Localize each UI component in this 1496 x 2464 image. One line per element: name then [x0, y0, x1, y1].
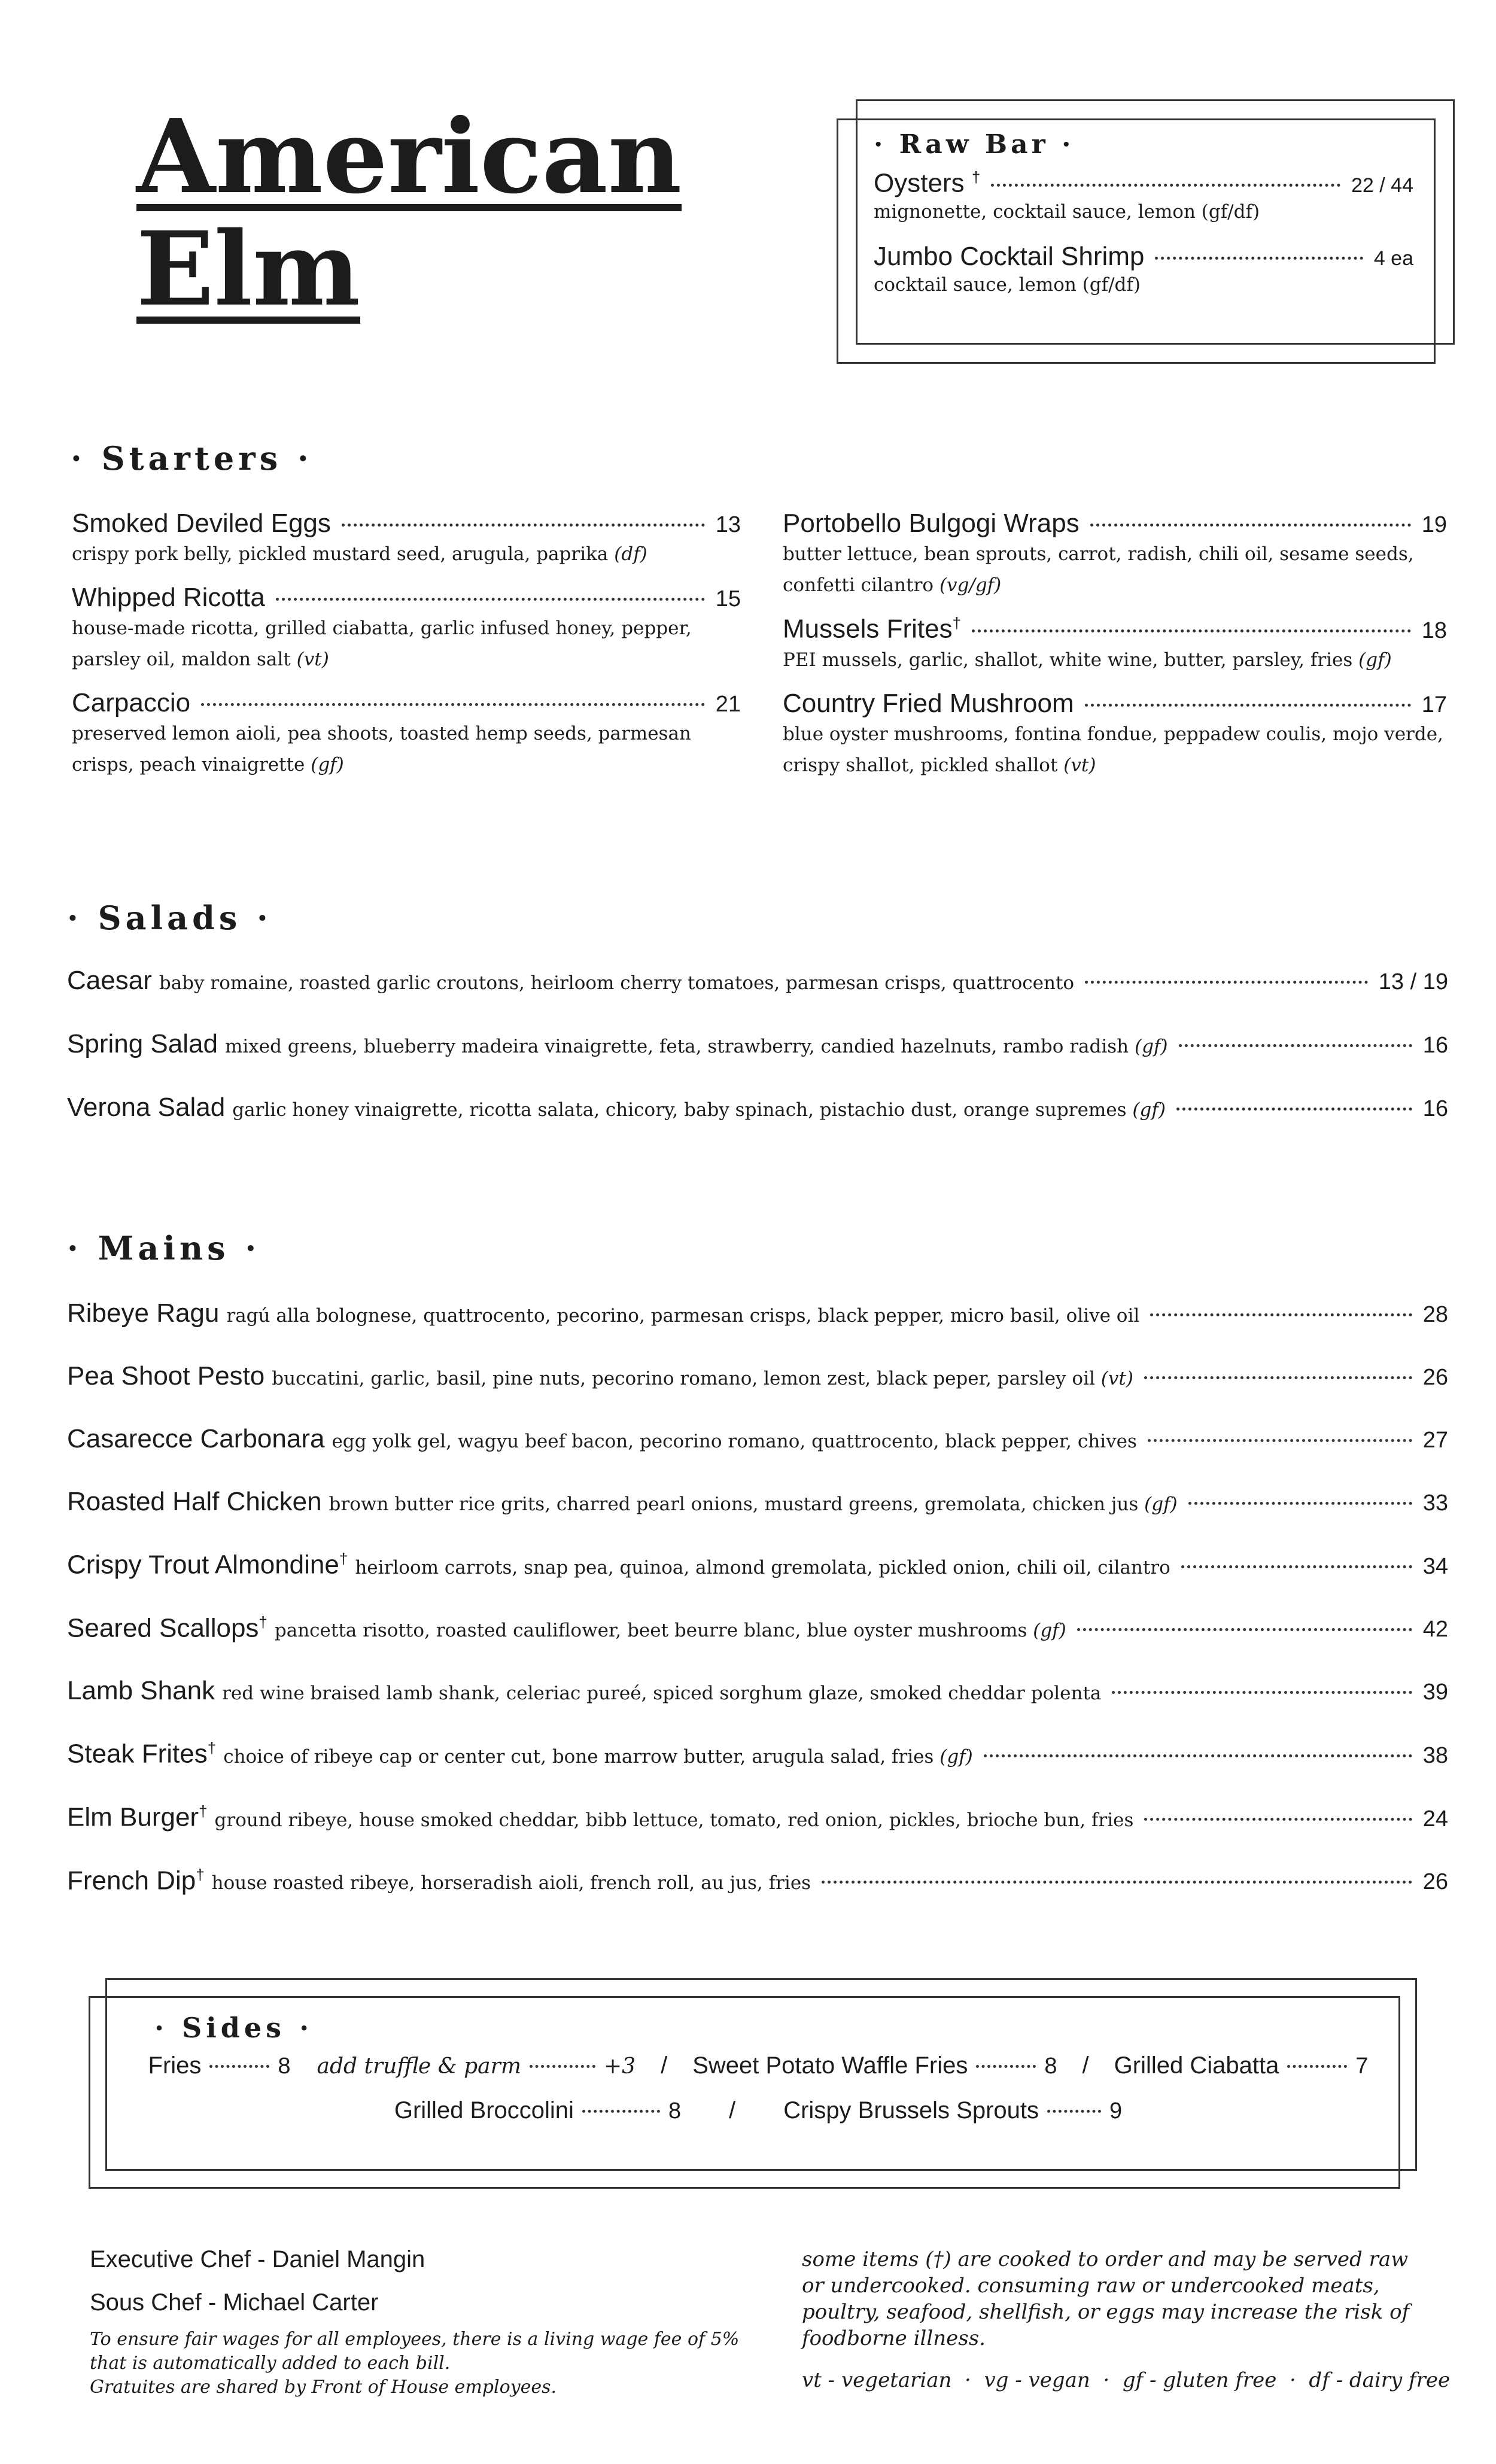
- item-name: Seared Scallops†: [67, 1613, 267, 1643]
- item-price: 4 ea: [1373, 247, 1413, 270]
- item-price: 16: [1422, 1033, 1448, 1058]
- item-description: mignonette, cocktail sauce, lemon (gf/df): [874, 200, 1260, 223]
- item-name: French Dip†: [67, 1865, 205, 1896]
- item-price: 22 / 44: [1351, 174, 1413, 197]
- menu-item-oysters: [874, 168, 1413, 199]
- leader-dots: [1085, 981, 1368, 984]
- leader-dots: [984, 1754, 1412, 1757]
- item-name: Verona Salad: [67, 1093, 226, 1122]
- item-price: 15: [715, 586, 741, 612]
- menu-item-spring-salad: [67, 1029, 1448, 1059]
- item-price: 17: [1421, 692, 1447, 717]
- item-description: brown butter rice grits, charred pearl onions, mustard greens, gremolata, chicken jus (gf): [329, 1493, 1178, 1515]
- item-price: 8: [1044, 2054, 1057, 2079]
- leader-dots: [991, 184, 1340, 187]
- item-name: Country Fried Mushroom: [783, 688, 1074, 718]
- item-price: 18: [1421, 617, 1447, 643]
- item-price: 33: [1422, 1490, 1448, 1516]
- menu-item-seared-scallops: [67, 1613, 1448, 1644]
- sides-box: [89, 1978, 1421, 2189]
- menu-item-smoked-deviled-eggs: [72, 509, 741, 570]
- leader-dots: [1077, 1628, 1412, 1631]
- sides-heading: · Sides ·: [154, 2012, 314, 2044]
- menu-item-steak-frites: [67, 1739, 1448, 1769]
- item-price: 24: [1422, 1806, 1448, 1832]
- item-description: garlic honey vinaigrette, ricotta salata, chicory, baby spinach, pistachio dust, orange supremes (gf): [232, 1099, 1166, 1121]
- item-description: baby romaine, roasted garlic croutons, heirloom cherry tomatoes, parmesan crisps, quattrocento: [159, 972, 1075, 994]
- leader-dots: [209, 2065, 269, 2068]
- title-line-2: Elm: [136, 209, 361, 329]
- restaurant-title: [136, 97, 682, 329]
- item-description: crispy pork belly, pickled mustard seed, arugula, paprika (df): [72, 543, 647, 565]
- add-on-price: +3: [603, 2054, 636, 2079]
- item-name: Grilled Broccolini: [394, 2097, 574, 2124]
- separator: /: [1082, 2052, 1089, 2079]
- footer-right: [802, 2246, 1451, 2393]
- leader-dots: [530, 2065, 595, 2068]
- item-description: egg yolk gel, wagyu beef bacon, pecorino romano, quattrocento, black pepper, chives: [332, 1431, 1137, 1452]
- item-name: Casarecce Carbonara: [67, 1424, 325, 1453]
- menu-item-french-dip: [67, 1866, 1448, 1896]
- leader-dots: [1148, 1439, 1412, 1442]
- separator: /: [729, 2097, 736, 2124]
- item-name: Steak Frites†: [67, 1739, 217, 1769]
- item-name: Fries: [148, 2052, 202, 2079]
- side-item-fries: [148, 2052, 636, 2079]
- menu-item-caesar: [67, 966, 1448, 996]
- menu-item-country-fried-mushroom: [783, 689, 1447, 781]
- item-name: Smoked Deviled Eggs: [72, 509, 331, 538]
- item-description: preserved lemon aioli, pea shoots, toasted hemp seeds, parmesan crisps, peach vinaigrette (gf): [72, 723, 691, 775]
- salads-list: [67, 966, 1448, 1123]
- mains-list: [67, 1298, 1448, 1896]
- item-price: 7: [1355, 2054, 1369, 2079]
- item-price: 26: [1422, 1869, 1448, 1895]
- raw-food-warning: some items (†) are cooked to order and may be served raw or undercooked. consuming raw or undercooked meats, poultry, seafood, shellfish, or eggs may increase the risk of foodborne illness.: [802, 2247, 1410, 2350]
- item-description: pancetta risotto, roasted cauliflower, beet beurre blanc, blue oyster mushrooms (gf): [274, 1620, 1066, 1642]
- menu-item-portobello-bulgogi-wraps: [783, 509, 1447, 601]
- menu-item-whipped-ricotta: [72, 583, 741, 675]
- starters-right-column: [783, 509, 1447, 794]
- item-price: 27: [1422, 1428, 1448, 1453]
- item-description: mixed greens, blueberry madeira vinaigrette, feta, strawberry, candied hazelnuts, rambo radish (gf): [224, 1036, 1168, 1057]
- item-price: 8: [668, 2098, 682, 2124]
- side-item-grilled-ciabatta: [1114, 2052, 1369, 2079]
- raw-bar-content: [874, 129, 1413, 298]
- item-price: 34: [1422, 1553, 1448, 1579]
- leader-dots: [582, 2110, 660, 2113]
- sides-content: [124, 2012, 1392, 2124]
- mains-heading: · Mains ·: [67, 1229, 261, 1267]
- menu-item-mussels-frites: [783, 614, 1447, 676]
- dietary-legend: vt - vegetarian · vg - vegan · gf - gluten free · df - dairy free: [802, 2368, 1451, 2392]
- item-description: red wine braised lamb shank, celeriac pureé, spiced sorghum glaze, smoked cheddar polenta: [222, 1683, 1102, 1705]
- gratuity-note: Gratuites are shared by Front of House employees.: [90, 2377, 557, 2398]
- leader-dots: [1155, 257, 1363, 260]
- item-description: ground ribeye, house smoked cheddar, bibb lettuce, tomato, red onion, pickles, brioche bun, fries: [214, 1809, 1134, 1831]
- item-price: 38: [1422, 1742, 1448, 1768]
- menu-item-elm-burger: [67, 1802, 1448, 1833]
- item-description: house-made ricotta, grilled ciabatta, garlic infused honey, pepper, parsley oil, maldon salt (vt): [72, 617, 692, 670]
- sous-chef: Sous Chef - Michael Carter: [90, 2289, 379, 2316]
- item-price: 28: [1422, 1302, 1448, 1327]
- item-price: 13: [715, 512, 741, 537]
- item-description: PEI mussels, garlic, shallot, white wine, butter, parsley, fries (gf): [783, 649, 1392, 671]
- item-price: 39: [1422, 1680, 1448, 1705]
- add-on-label: add truffle & parm: [317, 2054, 521, 2079]
- item-description: butter lettuce, bean sprouts, carrot, radish, chili oil, sesame seeds, confetti cilantro (vg/gf): [783, 543, 1414, 596]
- menu-item-lamb-shank: [67, 1676, 1448, 1706]
- item-price: 13 / 19: [1378, 969, 1448, 994]
- item-name: Roasted Half Chicken: [67, 1487, 322, 1516]
- leader-dots: [1047, 2110, 1101, 2113]
- leader-dots: [1188, 1502, 1412, 1505]
- item-description: blue oyster mushrooms, fontina fondue, peppadew coulis, mojo verde, crispy shallot, pickled shallot (vt): [783, 723, 1443, 776]
- item-name: Crispy Trout Almondine†: [67, 1550, 348, 1580]
- item-name: Oysters †: [874, 168, 981, 198]
- salads-heading: · Salads ·: [67, 899, 272, 937]
- leader-dots: [1144, 1818, 1412, 1821]
- menu-item-casarecce-carbonara: [67, 1424, 1448, 1454]
- item-name: Crispy Brussels Sprouts: [783, 2097, 1039, 2124]
- menu-item-pea-shoot-pesto: [67, 1361, 1448, 1391]
- item-name: Ribeye Ragu: [67, 1298, 220, 1328]
- leader-dots: [972, 629, 1411, 632]
- item-name: Jumbo Cocktail Shrimp: [874, 241, 1145, 271]
- item-name: Whipped Ricotta: [72, 583, 265, 612]
- sides-row-1: [124, 2052, 1392, 2079]
- leader-dots: [1150, 1313, 1412, 1316]
- item-name: Caesar: [67, 966, 152, 995]
- leader-dots: [822, 1881, 1412, 1884]
- leader-dots: [976, 2065, 1036, 2068]
- leader-dots: [1090, 524, 1411, 527]
- raw-bar-heading: · Raw Bar ·: [874, 129, 1075, 160]
- menu-item-verona-salad: [67, 1093, 1448, 1123]
- menu-item-jumbo-cocktail-shrimp: [874, 242, 1413, 272]
- leader-dots: [1176, 1108, 1412, 1111]
- item-description: buccatini, garlic, basil, pine nuts, pecorino romano, lemon zest, black peper, parsley oil (vt): [272, 1368, 1133, 1389]
- item-name: Sweet Potato Waffle Fries: [692, 2052, 968, 2079]
- executive-chef: Executive Chef - Daniel Mangin: [90, 2246, 425, 2273]
- item-name: Pea Shoot Pesto: [67, 1361, 265, 1391]
- leader-dots: [201, 703, 705, 706]
- item-description: cocktail sauce, lemon (gf/df): [874, 273, 1141, 296]
- item-price: 19: [1421, 512, 1447, 537]
- sides-row-2: [124, 2097, 1392, 2124]
- raw-bar-box: [837, 99, 1456, 365]
- item-description: heirloom carrots, snap pea, quinoa, almond gremolata, pickled onion, chili oil, cilantro: [355, 1556, 1170, 1578]
- item-description: choice of ribeye cap or center cut, bone marrow butter, arugula salad, fries (gf): [223, 1745, 973, 1768]
- side-item-crispy-brussels-sprouts: [783, 2097, 1122, 2124]
- leader-dots: [1287, 2065, 1347, 2068]
- starters-left-column: [72, 509, 741, 793]
- menu-item-crispy-trout-almondine: [67, 1550, 1448, 1580]
- title-line-1: American: [136, 97, 682, 217]
- item-price: 8: [278, 2054, 291, 2079]
- item-name: Portobello Bulgogi Wraps: [783, 509, 1080, 538]
- wage-fee-note: To ensure fair wages for all employees, there is a living wage fee of 5% that is automatically added to each bill.: [90, 2329, 740, 2374]
- item-description: ragú alla bolognese, quattrocento, pecorino, parmesan crisps, black pepper, micro basil, olive oil: [226, 1305, 1140, 1327]
- leader-dots: [1179, 1044, 1412, 1047]
- item-description: house roasted ribeye, horseradish aioli, french roll, au jus, fries: [211, 1872, 811, 1894]
- starters-heading: · Starters ·: [71, 439, 313, 477]
- leader-dots: [1085, 704, 1411, 707]
- menu-item-carpaccio: [72, 688, 741, 780]
- side-item-sweet-potato-waffle-fries: [692, 2052, 1057, 2079]
- footer-left: [90, 2238, 766, 2399]
- item-name: Elm Burger†: [67, 1802, 208, 1832]
- leader-dots: [1112, 1691, 1412, 1694]
- item-price: 21: [715, 692, 741, 717]
- item-price: 26: [1422, 1365, 1448, 1390]
- item-name: Mussels Frites†: [783, 614, 962, 644]
- side-item-grilled-broccolini: [394, 2097, 681, 2124]
- separator: /: [661, 2052, 668, 2079]
- item-name: Spring Salad: [67, 1029, 218, 1058]
- leader-dots: [1144, 1376, 1412, 1379]
- leader-dots: [1181, 1565, 1412, 1568]
- menu-item-roasted-half-chicken: [67, 1487, 1448, 1517]
- item-price: 42: [1422, 1617, 1448, 1642]
- item-price: 9: [1109, 2098, 1123, 2124]
- menu-item-ribeye-ragu: [67, 1298, 1448, 1328]
- item-name: Carpaccio: [72, 688, 191, 717]
- item-name: Grilled Ciabatta: [1114, 2052, 1279, 2079]
- item-name: Lamb Shank: [67, 1676, 215, 1706]
- item-price: 16: [1422, 1096, 1448, 1121]
- leader-dots: [276, 598, 705, 601]
- leader-dots: [342, 524, 705, 527]
